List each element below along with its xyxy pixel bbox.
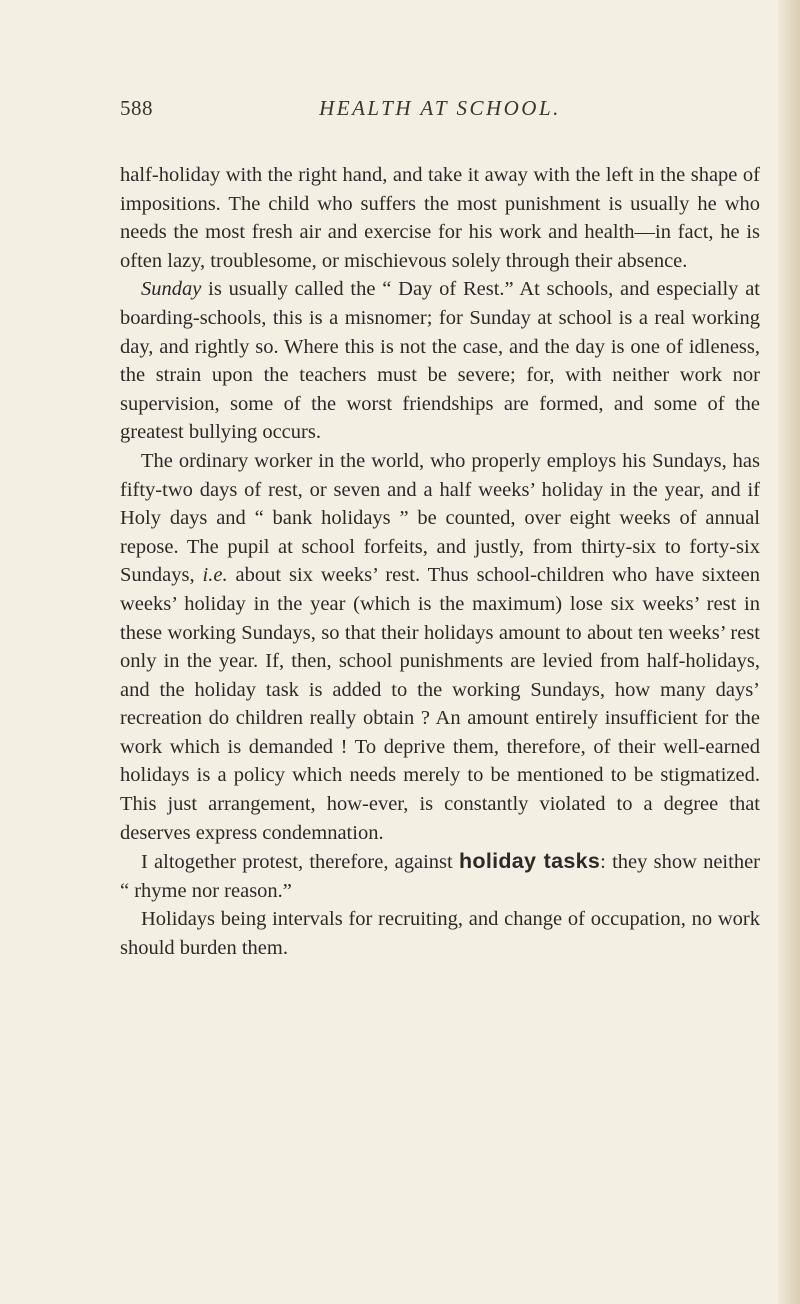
body-text [120, 161, 760, 963]
paragraph-4-text-after: : they show neither “ rhyme nor reason.” [120, 851, 761, 902]
page-number: 588 [120, 96, 153, 120]
paragraph-4 [120, 847, 760, 905]
paragraph-2 [120, 275, 760, 447]
paragraph-5-text: Holidays being intervals for recruiting, and change of occupation, no work should burden them. [120, 908, 760, 960]
page-edge-shadow [778, 0, 800, 1304]
paragraph-2-text: is usually called the “ Day of Rest.” At schools, and especially at boarding-schools, this is a misnomer; for Sunday at school is a real working day, and rightly so. Where this is not the case, and the day is one of idleness, the strain upon the teachers must be severe; for, with neither work nor supervision, some of the worst friendships are formed, and some of the greatest bullying occurs. [120, 278, 760, 444]
paragraph-4-text-before: I altogether protest, therefore, against [141, 851, 459, 874]
paragraph-3 [120, 447, 760, 847]
paragraph-4-bold: holiday tasks [458, 849, 601, 874]
paragraph-3-italic: i.e. [202, 564, 228, 587]
paragraph-5 [120, 905, 760, 962]
running-head [120, 96, 760, 136]
paragraph-1-text: half-holiday with the right hand, and take it away with the left in the shape of impositions. The child who suffers the most punishment is usually he who needs the most fresh air and exercise for his work and health—in fact, he is often lazy, troublesome, or mischievous solely through their absence. [120, 164, 760, 272]
paragraph-3-text-after: about six weeks’ rest. Thus school-children who have sixteen weeks’ holiday in the year (which is the maximum) lose six weeks’ rest in these working Sundays, so that their holidays amount to about ten weeks’ rest only in the year. If, then, school punishments are levied from half-holidays, and the holiday task is added to the working Sundays, how many days’ recreation do children really obtain ? An amount entirely insufficient for the work which is demanded ! To deprive them, therefore, of their well-earned holidays is a policy which needs merely to be mentioned to be stigmatized. This just arrangement, how-ever, is constantly violated to a degree that deserves express condemnation. [120, 564, 760, 844]
paragraph-3-text-before: The ordinary worker in the world, who properly employs his Sundays, has fifty-two days of rest, or seven and a half weeks’ holiday in the year, and if Holy days and “ bank holidays ” be counted, over eight weeks of annual repose. The pupil at school forfeits, and justly, from thirty-six to forty-six Sundays, [120, 449, 760, 587]
running-title: HEALTH AT SCHOOL. [319, 96, 561, 120]
paragraph-2-italic-lead: Sunday [141, 278, 202, 301]
paragraph-1 [120, 161, 760, 275]
